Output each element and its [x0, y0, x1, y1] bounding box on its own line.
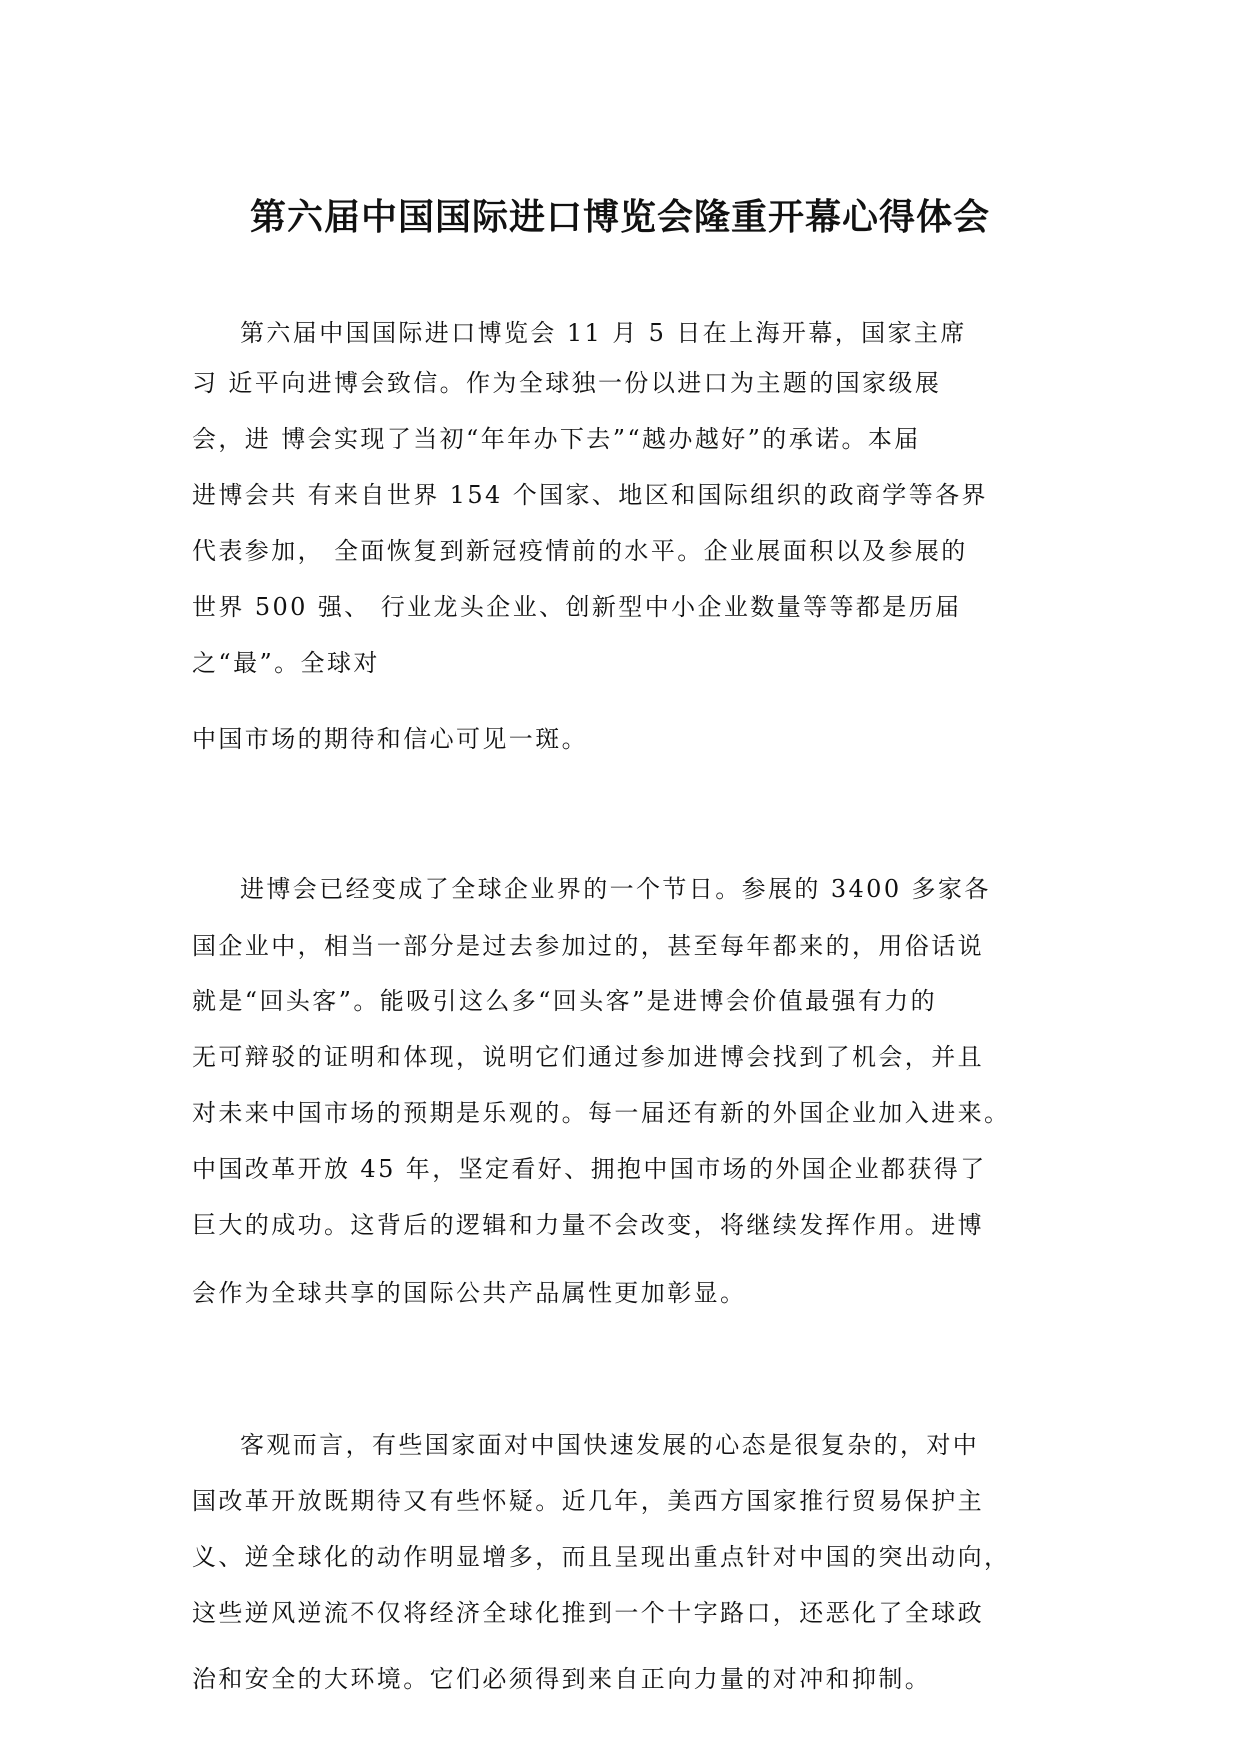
paragraph-line: 无可辩驳的证明和体现，说明它们通过参加进博会找到了机会，并且: [192, 1043, 984, 1071]
paragraph-line: 之“最”。全球对: [192, 649, 380, 677]
paragraph-line: 第六届中国国际进口博览会 11 月 5 日在上海开幕，国家主席: [240, 319, 967, 347]
paragraph-line: 中国改革开放 45 年，坚定看好、拥抱中国市场的外国企业都获得了: [192, 1155, 987, 1183]
paragraph-line: 就是“回头客”。能吸引这么多“回头客”是进博会价值最强有力的: [192, 987, 938, 1015]
paragraph-line: 代表参加， 全面恢复到新冠疫情前的水平。企业展面积以及参展的: [192, 537, 968, 565]
paragraph-line: 客观而言，有些国家面对中国快速发展的心态是很复杂的，对中: [240, 1431, 980, 1459]
paragraph-line: 会作为全球共享的国际公共产品属性更加彰显。: [192, 1279, 747, 1307]
paragraph-line: 习 近平向进博会致信。作为全球独一份以进口为主题的国家级展: [192, 369, 942, 397]
paragraph-line: 巨大的成功。这背后的逻辑和力量不会改变，将继续发挥作用。进博: [192, 1211, 984, 1239]
document-title: 第六届中国国际进口博览会隆重开幕心得体会: [249, 197, 990, 238]
paragraph-line: 对未来中国市场的预期是乐观的。每一届还有新的外国企业加入进来。: [192, 1099, 1011, 1127]
paragraph-line: 进博会已经变成了全球企业界的一个节日。参展的 3400 多家各: [240, 875, 991, 903]
paragraph-line: 会，进 博会实现了当初“年年办下去”“越办越好”的承诺。本届: [192, 425, 921, 453]
paragraph-line: 治和安全的大环境。它们必须得到来自正向力量的对冲和抑制。: [192, 1665, 932, 1693]
paragraph-line: 世界 500 强、 行业龙头企业、创新型中小企业数量等等都是历届: [192, 593, 962, 621]
paragraph-line: 进博会共 有来自世界 154 个国家、地区和国际组织的政商学等各界: [192, 481, 988, 509]
paragraph-line: 国改革开放既期待又有些怀疑。近几年，美西方国家推行贸易保护主: [192, 1487, 984, 1515]
paragraph-line: 这些逆风逆流不仅将经济全球化推到一个十字路口，还恶化了全球政: [192, 1599, 984, 1627]
paragraph-line: 中国市场的期待和信心可见一斑。: [192, 725, 588, 753]
paragraph-line: 国企业中，相当一部分是过去参加过的，甚至每年都来的，用俗话说: [192, 932, 984, 960]
paragraph-line: 义、逆全球化的动作明显增多，而且呈现出重点针对中国的突出动向，: [192, 1543, 1011, 1571]
